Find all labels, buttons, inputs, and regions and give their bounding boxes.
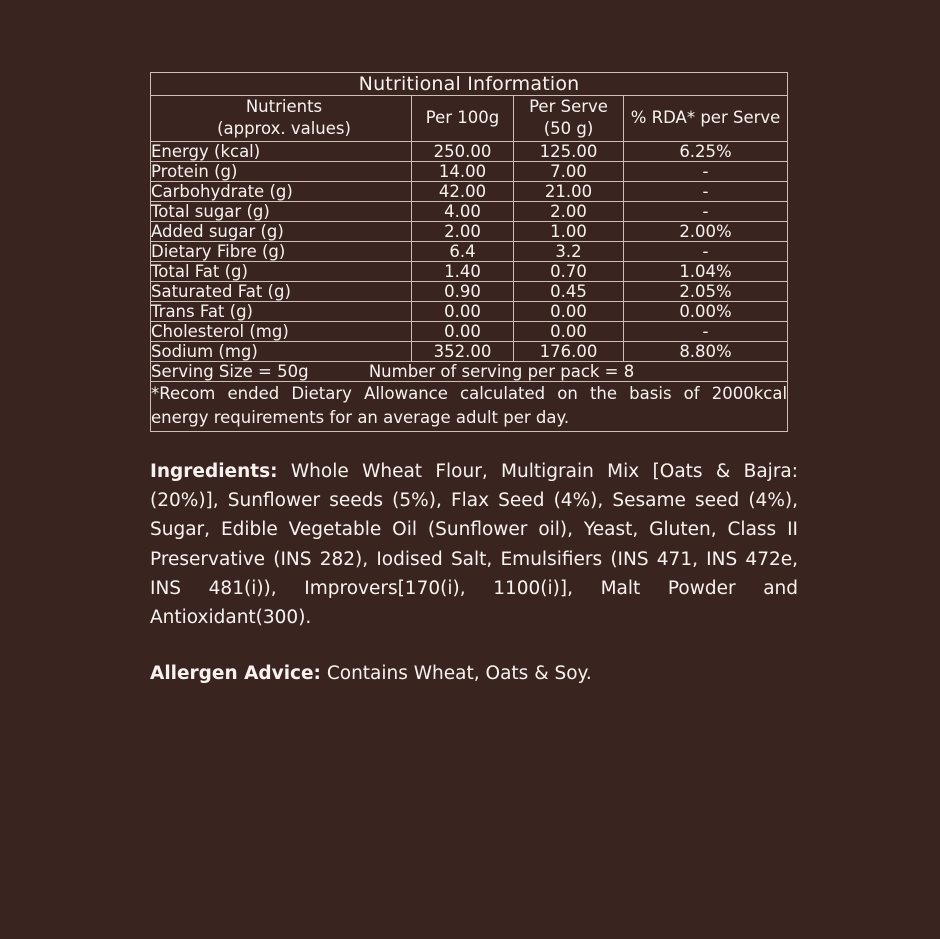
nutrient-per-serve: 3.2 (514, 241, 624, 261)
nutrient-rda: 2.05% (624, 281, 788, 301)
allergen-label: Allergen Advice: (150, 663, 321, 685)
nutrient-per-serve: 0.00 (514, 301, 624, 321)
header-per-serve-line2: (50 g) (543, 119, 594, 139)
ingredients-text: Whole Wheat Flour, Multigrain Mix [Oats & Bajra: (20%)], Sunflower seeds (5%), Flax Seed (4%), Sesame seed (4%), Sugar, Edible Vegetable Oil (Sunflower oil), Yeast, Gluten, Class II Preservative (INS 282), Iodised Salt, Emulsifiers (INS 471, INS 472e, INS 481(i)), Improvers[170(i), 1100(i)], Malt Powder and Antioxidant(300). (150, 461, 798, 629)
nutrient-rda: - (624, 181, 788, 201)
nutrient-rda: 8.80% (624, 341, 788, 361)
nutrient-rda: - (624, 321, 788, 341)
table-row (151, 181, 788, 201)
header-nutrients-line2: (approx. values) (217, 119, 351, 139)
table-row (151, 241, 788, 261)
nutrient-rda: 1.04% (624, 261, 788, 281)
nutrient-per-100g: 14.00 (412, 161, 514, 181)
nutrient-name: Sodium (mg) (151, 341, 412, 361)
nutrient-per-serve: 0.70 (514, 261, 624, 281)
nutrient-per-100g: 0.90 (412, 281, 514, 301)
nutrient-name: Energy (kcal) (151, 141, 412, 161)
nutrient-per-serve: 0.45 (514, 281, 624, 301)
nutrient-name: Saturated Fat (g) (151, 281, 412, 301)
nutrient-per-serve: 21.00 (514, 181, 624, 201)
table-row (151, 301, 788, 321)
nutrient-per-100g: 0.00 (412, 301, 514, 321)
header-per-serve-line1: Per Serve (529, 97, 608, 116)
nutrient-name: Total sugar (g) (151, 201, 412, 221)
table-row (151, 341, 788, 361)
ingredients-paragraph (150, 457, 798, 632)
allergen-paragraph (150, 660, 798, 688)
nutrient-name: Cholesterol (mg) (151, 321, 412, 341)
nutrient-per-serve: 1.00 (514, 221, 624, 241)
table-row (151, 221, 788, 241)
nutrient-per-100g: 6.4 (412, 241, 514, 261)
header-per-serve (514, 96, 624, 142)
header-per-100g: Per 100g (412, 96, 514, 142)
nutrient-rda: 2.00% (624, 221, 788, 241)
nutrient-rda: - (624, 201, 788, 221)
nutrient-name: Carbohydrate (g) (151, 181, 412, 201)
allergen-text: Contains Wheat, Oats & Soy. (320, 663, 592, 685)
table-row (151, 161, 788, 181)
nutrient-rda: 0.00% (624, 301, 788, 321)
nutrient-rda: - (624, 241, 788, 261)
table-row (151, 281, 788, 301)
header-nutrients (151, 96, 412, 142)
table-row (151, 321, 788, 341)
header-nutrients-line1: Nutrients (245, 97, 323, 116)
nutritional-information-table (150, 72, 788, 432)
nutrient-name: Dietary Fibre (g) (151, 241, 412, 261)
rda-footnote: *Recom ended Dietary Allowance calculated on the basis of 2000kcal energy requirements for an average adult per day. (151, 381, 788, 432)
nutrient-per-serve: 7.00 (514, 161, 624, 181)
table-title: Nutritional Information (151, 73, 788, 96)
serving-size: Serving Size = 50g (151, 361, 309, 381)
serving-info (151, 361, 788, 381)
nutrient-name: Added sugar (g) (151, 221, 412, 241)
nutrient-per-100g: 42.00 (412, 181, 514, 201)
nutrient-per-serve: 125.00 (514, 141, 624, 161)
table-header-row (151, 96, 788, 142)
nutrient-per-100g: 352.00 (412, 341, 514, 361)
header-rda: % RDA* per Serve (624, 96, 788, 142)
nutrient-per-100g: 1.40 (412, 261, 514, 281)
table-row (151, 261, 788, 281)
nutrient-per-100g: 2.00 (412, 221, 514, 241)
servings-per-pack: Number of serving per pack = 8 (368, 361, 635, 381)
table-row (151, 201, 788, 221)
table-row (151, 141, 788, 161)
nutrient-per-100g: 0.00 (412, 321, 514, 341)
serving-info-row (151, 361, 788, 381)
ingredients-label: Ingredients: (150, 461, 278, 483)
nutrient-per-100g: 250.00 (412, 141, 514, 161)
nutrient-per-100g: 4.00 (412, 201, 514, 221)
nutrient-name: Protein (g) (151, 161, 412, 181)
nutrient-per-serve: 0.00 (514, 321, 624, 341)
nutrient-per-serve: 2.00 (514, 201, 624, 221)
nutrient-name: Trans Fat (g) (151, 301, 412, 321)
footnote-row (151, 381, 788, 432)
nutrient-per-serve: 176.00 (514, 341, 624, 361)
nutrient-name: Total Fat (g) (151, 261, 412, 281)
table-title-row (151, 73, 788, 96)
nutrient-rda: 6.25% (624, 141, 788, 161)
nutrient-rda: - (624, 161, 788, 181)
